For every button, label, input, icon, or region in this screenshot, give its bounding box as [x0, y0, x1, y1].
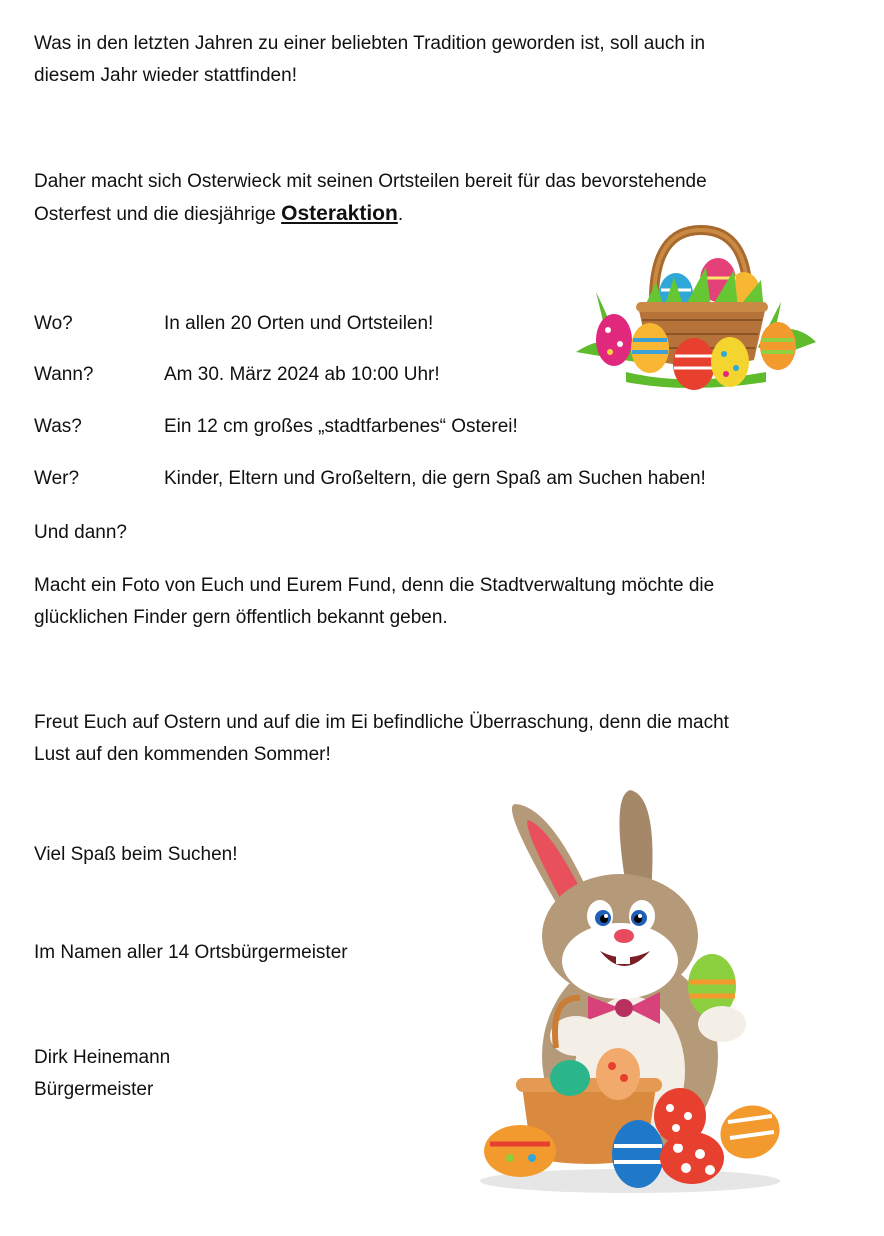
- question-row-was: [34, 411, 854, 443]
- foto-line-2: glücklichen Finder gern öffentlich bekannt geben.: [34, 607, 448, 628]
- question-row-wann: [34, 359, 854, 391]
- answer-text: Ein 12 cm großes „stadtfarbenes“ Osterei!: [164, 416, 518, 437]
- easter-bunny-illustration: [460, 786, 790, 1196]
- answer-text: In allen 20 Orten und Ortsteilen!: [164, 313, 434, 334]
- osteraktion-highlight: Osteraktion: [281, 202, 398, 225]
- freut-line-1: Freut Euch auf Ostern und auf die im Ei befindliche Überraschung, denn die macht: [34, 712, 729, 733]
- intro-line-2: diesem Jahr wieder stattfinden!: [34, 65, 297, 86]
- question-row-wo: [34, 308, 854, 340]
- foto-line-1: Macht ein Foto von Euch und Eurem Fund, denn die Stadtverwaltung möchte die: [34, 575, 715, 596]
- und-dann-text: Und dann?: [34, 522, 127, 543]
- foto-paragraph: [34, 570, 714, 634]
- question-label: Wo?: [34, 313, 73, 334]
- im-namen-text: Im Namen aller 14 Ortsbürgermeister: [34, 942, 348, 963]
- daher-line-1: Daher macht sich Osterwieck mit seinen Ortsteilen bereit für das bevorstehende: [34, 171, 707, 192]
- answer-text: Am 30. März 2024 ab 10:00 Uhr!: [164, 364, 440, 385]
- question-label: Wann?: [34, 364, 94, 385]
- viel-spass-text: Viel Spaß beim Suchen!: [34, 844, 238, 865]
- signature-block: [34, 1042, 170, 1106]
- freut-paragraph: [34, 707, 729, 771]
- daher-line-2-suffix: .: [397, 204, 404, 225]
- daher-line-2-prefix: Osterfest und die diesjährige: [34, 204, 282, 225]
- question-row-wer: [34, 463, 854, 495]
- intro-line-1: Was in den letzten Jahren zu einer beliebten Tradition geworden ist, soll auch in: [34, 33, 706, 54]
- signature-title: Bürgermeister: [34, 1079, 154, 1100]
- question-label: Wer?: [34, 468, 80, 489]
- signature-name: Dirk Heinemann: [34, 1047, 171, 1068]
- freut-line-2: Lust auf den kommenden Sommer!: [34, 744, 331, 765]
- answer-text: Kinder, Eltern und Großeltern, die gern Spaß am Suchen haben!: [164, 468, 706, 489]
- question-label: Was?: [34, 416, 82, 437]
- intro-paragraph: [34, 28, 705, 92]
